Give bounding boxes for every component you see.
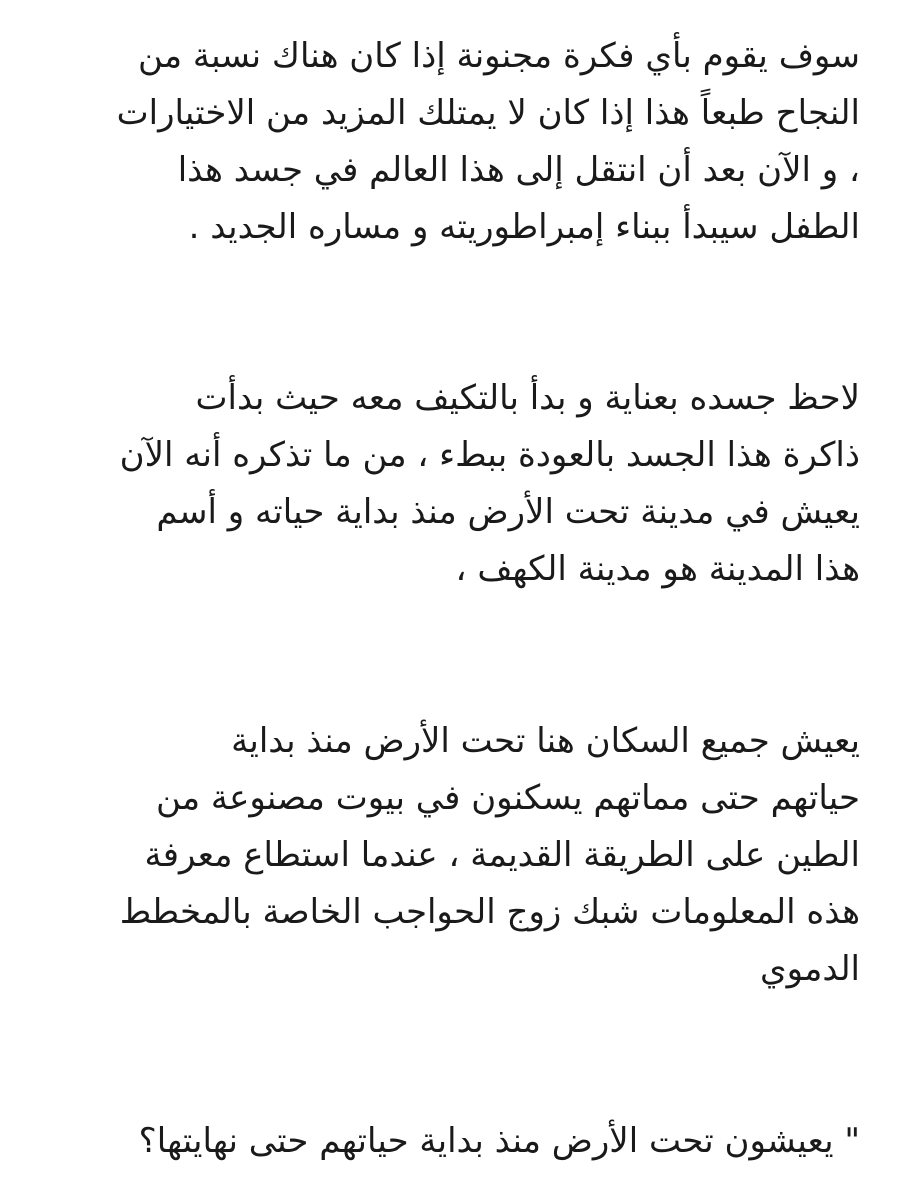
text-line: الدموي bbox=[759, 949, 860, 989]
text-line: ، و الآن بعد أن انتقل إلى هذا العالم في جسد هذا bbox=[177, 150, 860, 190]
text-line: " يعيشون تحت الأرض منذ بداية حياتهم حتى نهايتها؟ bbox=[138, 1121, 860, 1161]
text-line: يعيش في مدينة تحت الأرض منذ بداية حياته و أسم bbox=[156, 492, 860, 532]
text-line: لاحظ جسده بعناية و بدأ بالتكيف معه حيث بدأت bbox=[195, 378, 860, 418]
text-line: الطفل سيبدأ ببناء إمبراطوريته و مساره الجديد . bbox=[188, 207, 860, 247]
paragraph-4 bbox=[60, 1113, 860, 1170]
text-line: حياتهم حتى مماتهم يسكنون في بيوت مصنوعة من bbox=[155, 778, 860, 818]
text-line: سوف يقوم بأي فكرة مجنونة إذا كان هناك نسبة من bbox=[137, 36, 860, 76]
text-line: هذه المعلومات شبك زوج الحواجب الخاصة بالمخطط bbox=[119, 892, 860, 932]
text-line: يعيش جميع السكان هنا تحت الأرض منذ بداية bbox=[231, 721, 860, 761]
text-line: ذاكرة هذا الجسد بالعودة ببطء ، من ما تذكره أنه الآن bbox=[119, 435, 860, 475]
paragraph-1 bbox=[60, 28, 860, 256]
paragraph-3 bbox=[60, 713, 860, 998]
text-line: الطين على الطريقة القديمة ، عندما استطاع معرفة bbox=[144, 835, 860, 875]
text-line: النجاح طبعاً هذا إذا كان لا يمتلك المزيد من الاختيارات bbox=[116, 93, 860, 133]
paragraph-2 bbox=[60, 370, 860, 598]
text-line: هذا المدينة هو مدينة الكهف ، bbox=[455, 549, 860, 589]
